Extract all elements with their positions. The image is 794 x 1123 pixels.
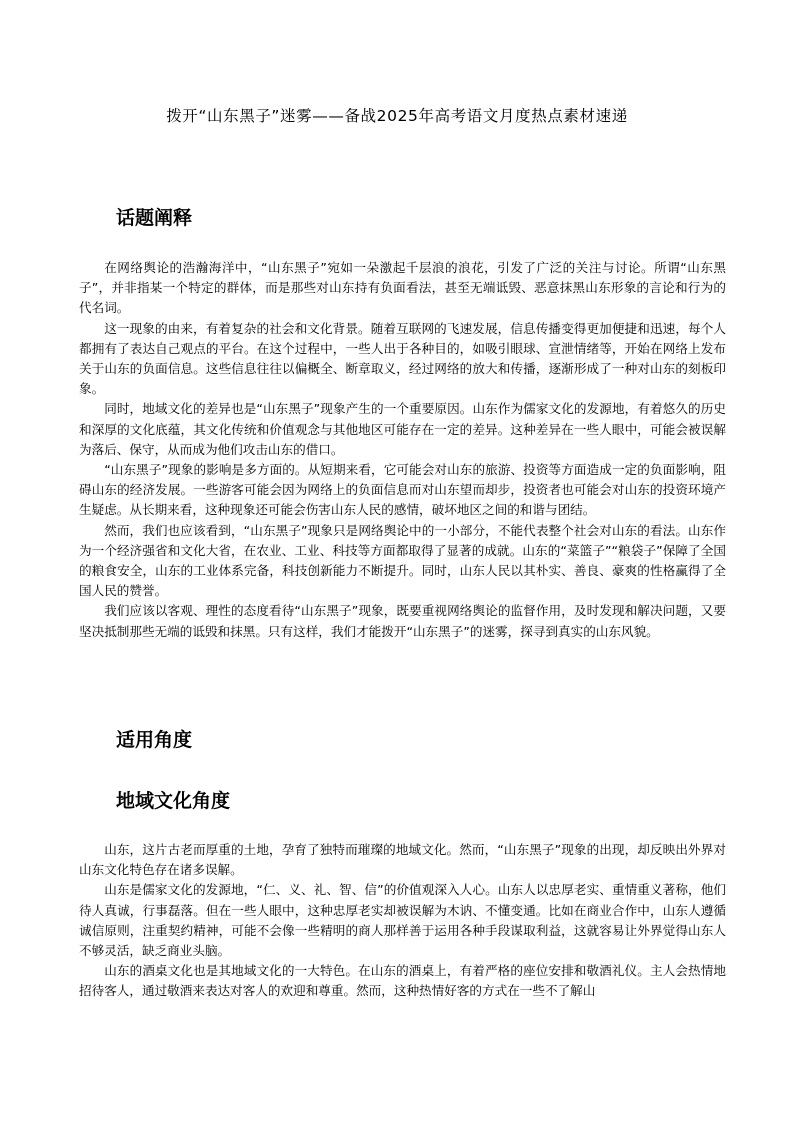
section-heading-applicable-angles: 适用角度	[116, 729, 193, 751]
section-body-topic-explanation	[79, 258, 726, 642]
paragraph: 山东的酒桌文化也是其地域文化的一大特色。在山东的酒桌上，有着严格的座位安排和敬酒礼仪。主人会热情地招待客人，通过敬酒来表达对客人的欢迎和尊重。然而，这种热情好客的方式在一些不了解山	[79, 963, 726, 999]
paragraph: 山东，这片古老而厚重的土地，孕育了独特而璀璨的地域文化。然而，“山东黑子”现象的出现，却反映出外界对山东文化特色存在诸多误解。	[79, 842, 726, 878]
section-heading-topic-explanation: 话题阐释	[116, 207, 193, 229]
paragraph: 在网络舆论的浩瀚海洋中，“山东黑子”宛如一朵激起千层浪的浪花，引发了广泛的关注与讨论。所谓“山东黑子”，并非指某一个特定的群体，而是那些对山东持有负面看法，甚至无端诋毁、恶意抹黑山东形象的言论和行为的代名词。	[79, 260, 726, 316]
paragraph: “山东黑子”现象的影响是多方面的。从短期来看，它可能会对山东的旅游、投资等方面造成一定的负面影响，阻碍山东的经济发展。一些游客可能会因为网络上的负面信息而对山东望而却步，投资者也可能会对山东的投资环境产生疑虑。从长期来看，这种现象还可能会伤害山东人民的感情，破坏地区之间的和谐与团结。	[79, 462, 726, 518]
paragraph: 同时，地域文化的差异也是“山东黑子”现象产生的一个重要原因。山东作为儒家文化的发源地，有着悠久的历史和深厚的文化底蕴，其文化传统和价值观念与其他地区可能存在一定的差异。这种差异在一些人眼中，可能会被误解为落后、保守，从而成为他们攻击山东的借口。	[79, 401, 726, 457]
paragraph: 这一现象的由来，有着复杂的社会和文化背景。随着互联网的飞速发展，信息传播变得更加便捷和迅速，每个人都拥有了表达自己观点的平台。在这个过程中，一些人出于各种目的，如吸引眼球、宣泄情绪等，开始在网络上发布关于山东的负面信息。这些信息往往以偏概全、断章取义，经过网络的放大和传播，逐渐形成了一种对山东的刻板印象。	[79, 320, 726, 397]
section-heading-regional-culture: 地域文化角度	[116, 790, 231, 812]
paragraph: 山东是儒家文化的发源地，“仁、义、礼、智、信”的价值观深入人心。山东人以忠厚老实、重情重义著称，他们待人真诚，行事磊落。但在一些人眼中，这种忠厚老实却被误解为木讷、不懂变通。比如在商业合作中，山东人遵循诚信原则，注重契约精神，可能不会像一些精明的商人那样善于运用各种手段谋取利益，这就容易让外界觉得山东人不够灵活，缺乏商业头脑。	[79, 882, 726, 959]
paragraph: 我们应该以客观、理性的态度看待“山东黑子”现象，既要重视网络舆论的监督作用，及时发现和解决问题，又要坚决抵制那些无端的诋毁和抹黑。只有这样，我们才能拨开“山东黑子”的迷雾，探寻到真实的山东风貌。	[79, 603, 726, 639]
document-title: 拨开“山东黑子”迷雾——备战2025年高考语文月度热点素材速递	[166, 107, 628, 125]
paragraph: 然而，我们也应该看到，“山东黑子”现象只是网络舆论中的一小部分，不能代表整个社会对山东的看法。山东作为一个经济强省和文化大省，在农业、工业、科技等方面都取得了显著的成就。山东的“菜篮子”“粮袋子”保障了全国的粮食安全，山东的工业体系完备，科技创新能力不断提升。同时，山东人民以其朴实、善良、豪爽的性格赢得了全国人民的赞誉。	[79, 522, 726, 599]
section-body-regional-culture	[79, 840, 726, 1002]
